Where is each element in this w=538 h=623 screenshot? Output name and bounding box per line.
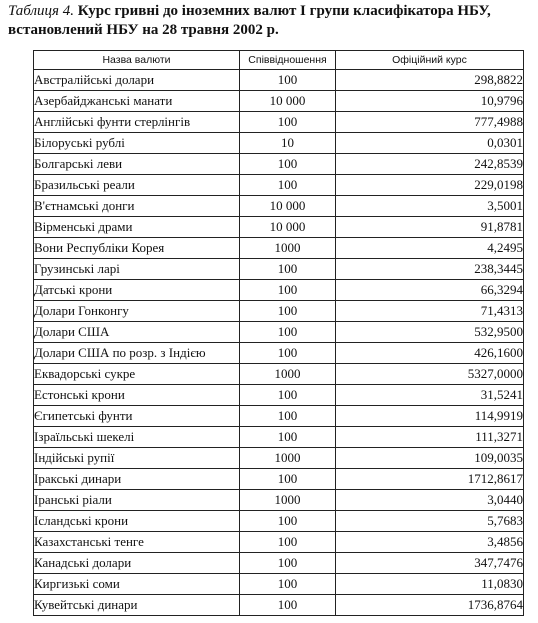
ratio-cell: 100 bbox=[240, 112, 336, 133]
currency-name-cell: Казахстанські тенге bbox=[34, 532, 240, 553]
official-rate-cell: 66,3294 bbox=[336, 280, 524, 301]
table-row bbox=[34, 469, 524, 490]
currency-name-cell: Азербайджанські манати bbox=[34, 91, 240, 112]
currency-name-cell: Іракські динари bbox=[34, 469, 240, 490]
currency-name-cell: Грузинські ларі bbox=[34, 259, 240, 280]
official-rate-cell: 1736,8764 bbox=[336, 595, 524, 616]
ratio-cell: 100 bbox=[240, 511, 336, 532]
table-row bbox=[34, 553, 524, 574]
official-rate-cell: 111,3271 bbox=[336, 427, 524, 448]
ratio-cell: 10 000 bbox=[240, 91, 336, 112]
ratio-cell: 100 bbox=[240, 469, 336, 490]
currency-name-cell: Іранські ріали bbox=[34, 490, 240, 511]
ratio-cell: 100 bbox=[240, 553, 336, 574]
currency-name-cell: Ізраїльські шекелі bbox=[34, 427, 240, 448]
ratio-cell: 100 bbox=[240, 574, 336, 595]
official-rate-cell: 3,4856 bbox=[336, 532, 524, 553]
official-rate-cell: 229,0198 bbox=[336, 175, 524, 196]
currency-name-cell: Кувейтські динари bbox=[34, 595, 240, 616]
ratio-cell: 1000 bbox=[240, 364, 336, 385]
ratio-cell: 1000 bbox=[240, 238, 336, 259]
ratio-cell: 100 bbox=[240, 280, 336, 301]
ratio-cell: 100 bbox=[240, 532, 336, 553]
official-rate-cell: 71,4313 bbox=[336, 301, 524, 322]
ratio-cell: 100 bbox=[240, 301, 336, 322]
table-row bbox=[34, 91, 524, 112]
official-rate-cell: 347,7476 bbox=[336, 553, 524, 574]
official-rate-cell: 114,9919 bbox=[336, 406, 524, 427]
currency-name-cell: Естонські крони bbox=[34, 385, 240, 406]
official-rate-cell: 91,8781 bbox=[336, 217, 524, 238]
official-rate-cell: 532,9500 bbox=[336, 322, 524, 343]
table-row bbox=[34, 133, 524, 154]
currency-name-cell: Болгарські леви bbox=[34, 154, 240, 175]
currency-name-cell: Ісландські крони bbox=[34, 511, 240, 532]
official-rate-cell: 10,9796 bbox=[336, 91, 524, 112]
official-rate-cell: 426,1600 bbox=[336, 343, 524, 364]
table-row bbox=[34, 112, 524, 133]
currency-name-cell: Киргизькі соми bbox=[34, 574, 240, 595]
table-row bbox=[34, 406, 524, 427]
header-row bbox=[34, 51, 524, 70]
table-row bbox=[34, 238, 524, 259]
ratio-cell: 100 bbox=[240, 70, 336, 91]
table-row bbox=[34, 175, 524, 196]
currency-name-cell: Вони Республіки Корея bbox=[34, 238, 240, 259]
currency-name-cell: Єгипетські фунти bbox=[34, 406, 240, 427]
currency-name-cell: Білоруські рублі bbox=[34, 133, 240, 154]
official-rate-cell: 3,0440 bbox=[336, 490, 524, 511]
official-rate-cell: 31,5241 bbox=[336, 385, 524, 406]
currency-name-cell: Вірменські драми bbox=[34, 217, 240, 238]
ratio-cell: 1000 bbox=[240, 490, 336, 511]
currency-name-cell: Австралійські долари bbox=[34, 70, 240, 91]
table-number: Таблиця 4. bbox=[8, 3, 74, 19]
table-row bbox=[34, 70, 524, 91]
table-row bbox=[34, 259, 524, 280]
table-row bbox=[34, 322, 524, 343]
table-row bbox=[34, 385, 524, 406]
official-rate-cell: 298,8822 bbox=[336, 70, 524, 91]
table-row bbox=[34, 511, 524, 532]
currency-name-cell: Долари США по розр. з Індією bbox=[34, 343, 240, 364]
official-rate-cell: 242,8539 bbox=[336, 154, 524, 175]
table-caption bbox=[8, 2, 534, 40]
table-row bbox=[34, 217, 524, 238]
currency-name-cell: Бразильські реали bbox=[34, 175, 240, 196]
exchange-rate-table bbox=[33, 50, 524, 616]
official-rate-cell: 5327,0000 bbox=[336, 364, 524, 385]
table-row bbox=[34, 343, 524, 364]
ratio-cell: 100 bbox=[240, 406, 336, 427]
official-rate-cell: 11,0830 bbox=[336, 574, 524, 595]
table-title: Курс гривні до іноземних валют І групи класифікатора НБУ, встановлений НБУ на 28 травня 2002 р. bbox=[8, 3, 491, 38]
currency-name-cell: Індійські рупії bbox=[34, 448, 240, 469]
table-row bbox=[34, 301, 524, 322]
official-rate-cell: 0,0301 bbox=[336, 133, 524, 154]
ratio-cell: 1000 bbox=[240, 448, 336, 469]
ratio-cell: 100 bbox=[240, 175, 336, 196]
table-row bbox=[34, 595, 524, 616]
header-ratio: Співвідношення bbox=[240, 51, 336, 70]
table-row bbox=[34, 427, 524, 448]
official-rate-cell: 777,4988 bbox=[336, 112, 524, 133]
ratio-cell: 100 bbox=[240, 427, 336, 448]
table-row bbox=[34, 574, 524, 595]
table-row bbox=[34, 448, 524, 469]
currency-name-cell: Еквадорські сукре bbox=[34, 364, 240, 385]
header-official-rate: Офіційний курс bbox=[336, 51, 524, 70]
header-currency-name: Назва валюти bbox=[34, 51, 240, 70]
official-rate-cell: 1712,8617 bbox=[336, 469, 524, 490]
ratio-cell: 100 bbox=[240, 595, 336, 616]
currency-name-cell: Долари США bbox=[34, 322, 240, 343]
table-row bbox=[34, 280, 524, 301]
ratio-cell: 10 bbox=[240, 133, 336, 154]
ratio-cell: 100 bbox=[240, 343, 336, 364]
ratio-cell: 10 000 bbox=[240, 217, 336, 238]
ratio-cell: 100 bbox=[240, 322, 336, 343]
table-row bbox=[34, 364, 524, 385]
ratio-cell: 10 000 bbox=[240, 196, 336, 217]
table-row bbox=[34, 154, 524, 175]
official-rate-cell: 4,2495 bbox=[336, 238, 524, 259]
currency-name-cell: В'єтнамські донги bbox=[34, 196, 240, 217]
official-rate-cell: 238,3445 bbox=[336, 259, 524, 280]
currency-name-cell: Долари Гонконгу bbox=[34, 301, 240, 322]
currency-name-cell: Англійські фунти стерлінгів bbox=[34, 112, 240, 133]
official-rate-cell: 109,0035 bbox=[336, 448, 524, 469]
official-rate-cell: 3,5001 bbox=[336, 196, 524, 217]
ratio-cell: 100 bbox=[240, 385, 336, 406]
ratio-cell: 100 bbox=[240, 259, 336, 280]
currency-name-cell: Датські крони bbox=[34, 280, 240, 301]
table-row bbox=[34, 532, 524, 553]
table-row bbox=[34, 490, 524, 511]
official-rate-cell: 5,7683 bbox=[336, 511, 524, 532]
currency-name-cell: Канадські долари bbox=[34, 553, 240, 574]
ratio-cell: 100 bbox=[240, 154, 336, 175]
table-row bbox=[34, 196, 524, 217]
